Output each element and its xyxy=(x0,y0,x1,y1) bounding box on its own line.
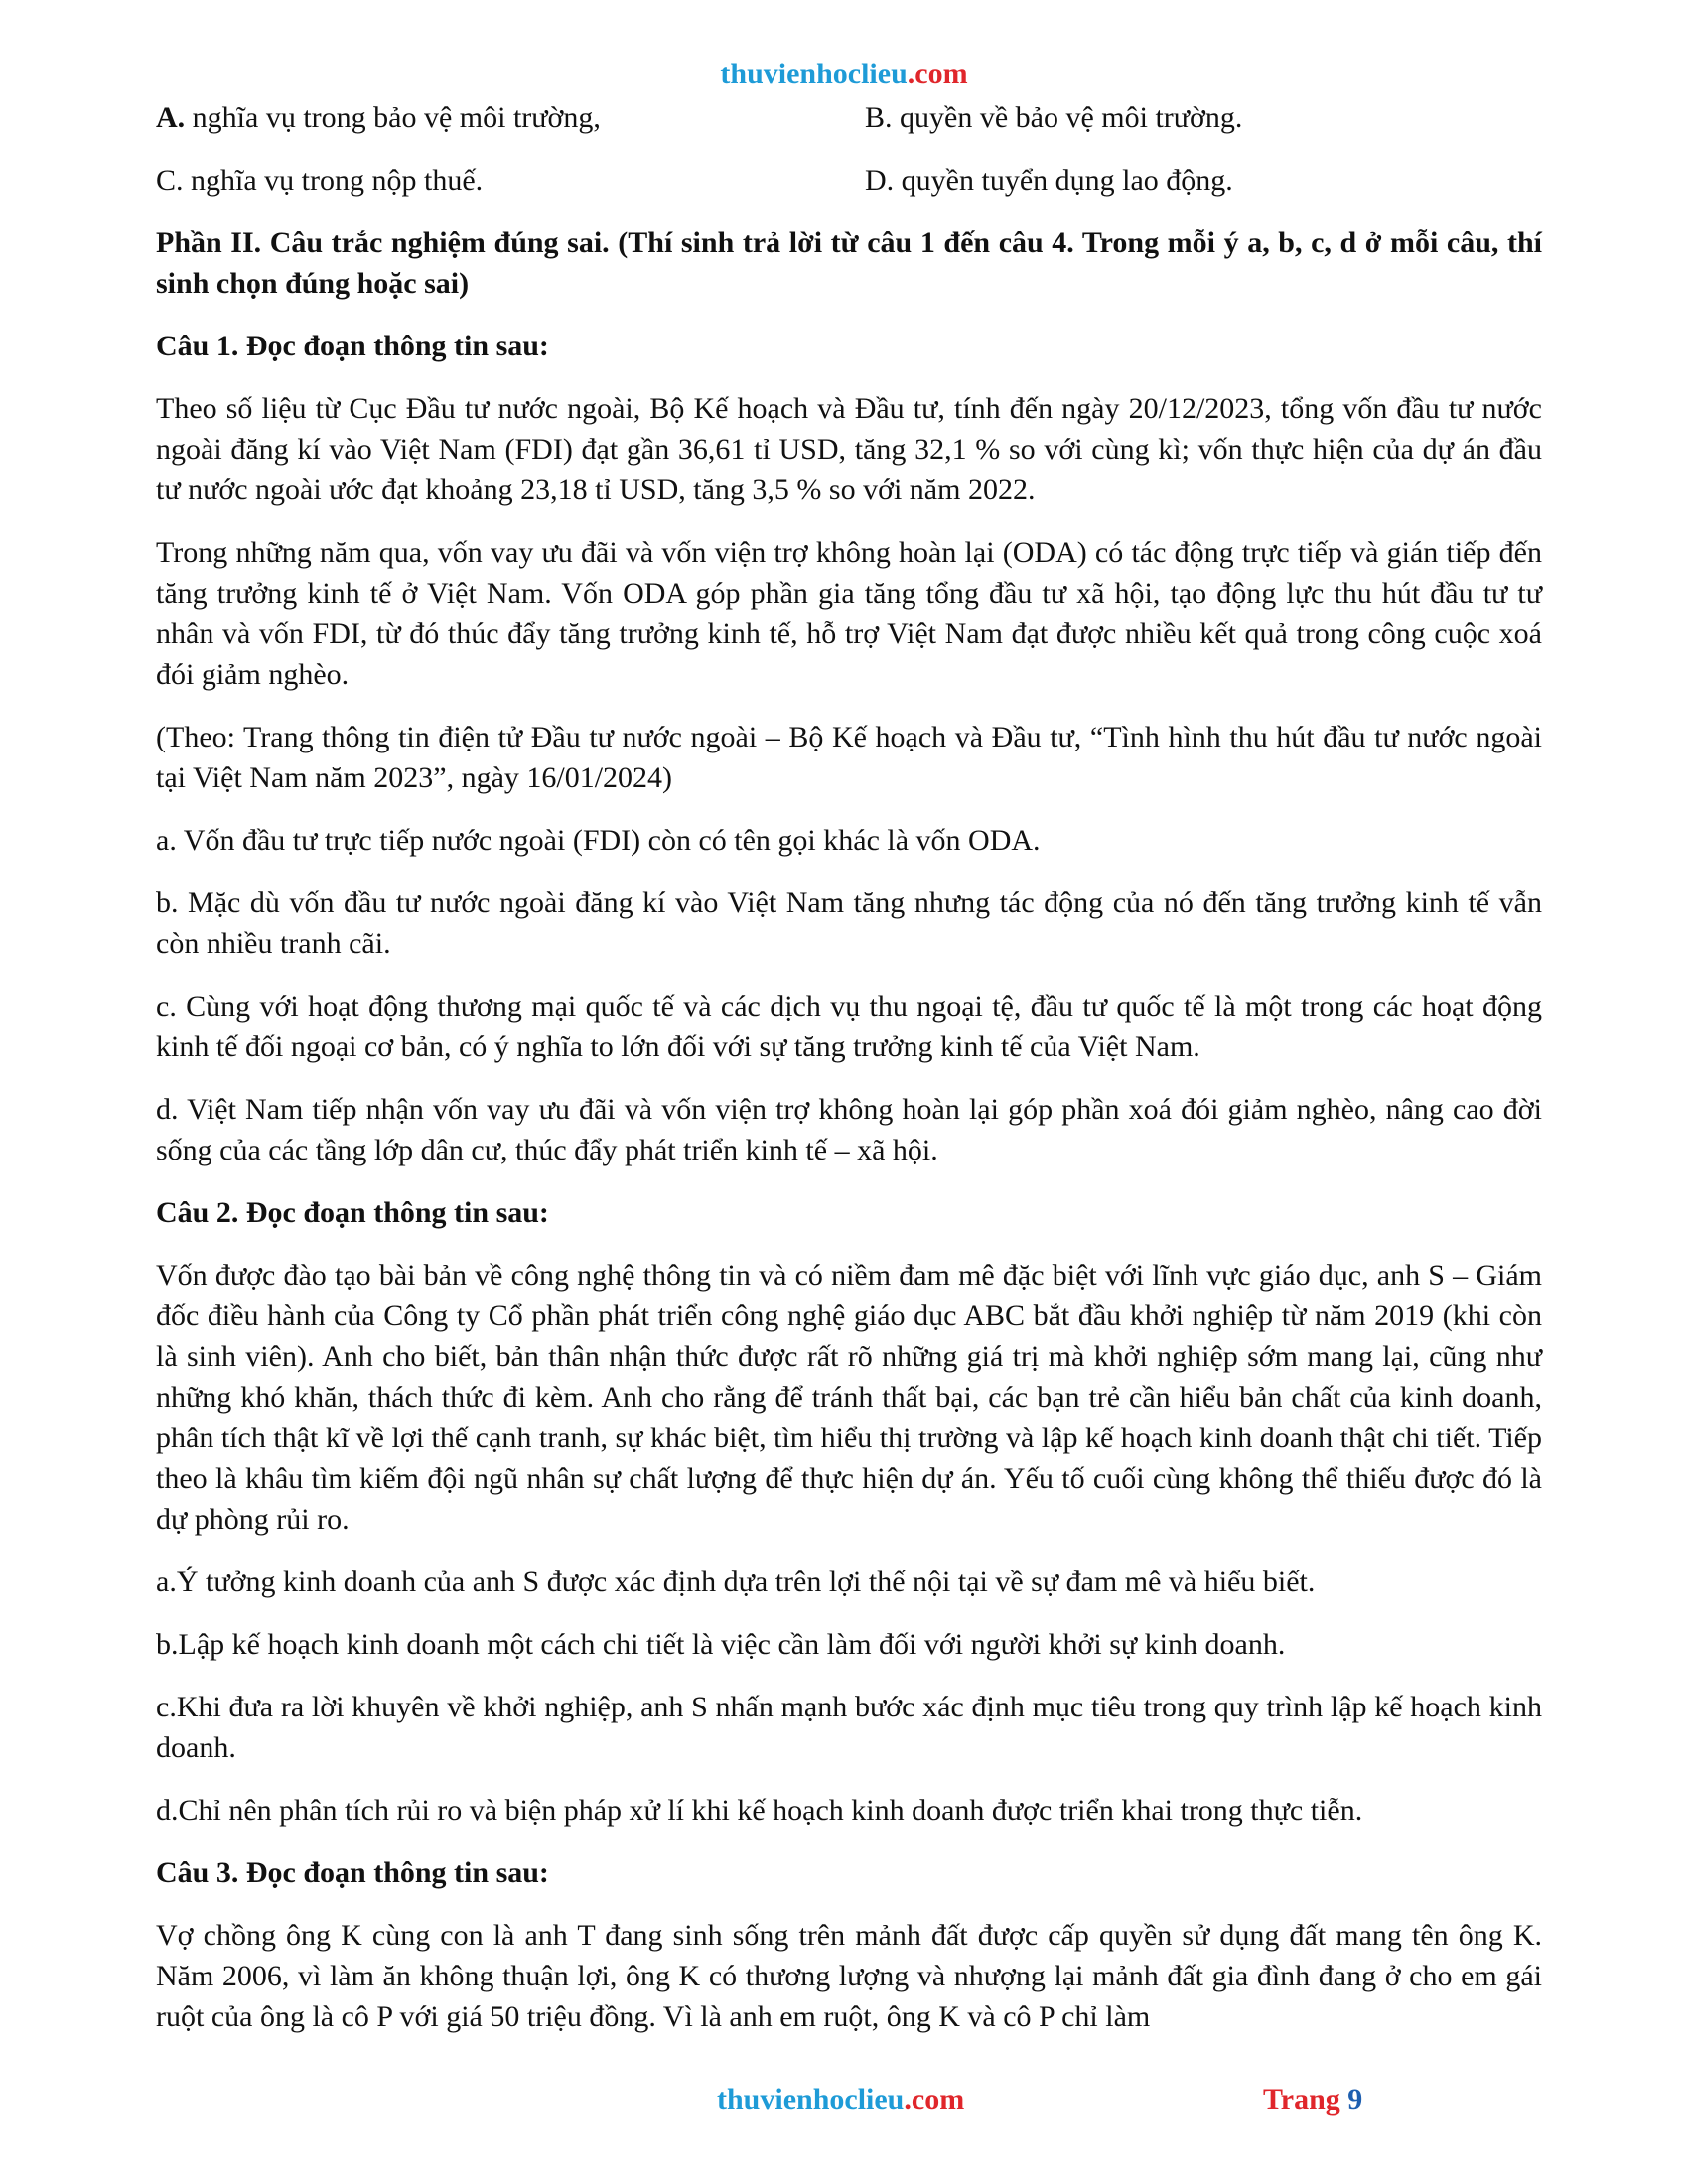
q2-statement-c: c.Khi đưa ra lời khuyên về khởi nghiệp, anh S nhấn mạnh bước xác định mục tiêu trong quy trình lập kế hoạch kinh doanh. xyxy=(156,1691,1542,1764)
option-a: A. nghĩa vụ trong bảo vệ môi trường, xyxy=(156,101,601,134)
q2-statement-a: a.Ý tưởng kinh doanh của anh S được xác định dựa trên lợi thế nội tại về sự đam mê và hiểu biết. xyxy=(156,1566,1316,1598)
q3-paragraph-1: Vợ chồng ông K cùng con là anh T đang sinh sống trên mảnh đất được cấp quyền sử dụng đất mang tên ông K. Năm 2006, vì làm ăn không thuận lợi, ông K có thương lượng và nhượng lại mảnh đất gia đình đang ở cho em gái ruột của ông là cô P với giá 50 triệu đồng. Vì là anh em ruột, ông K và cô P chỉ làm xyxy=(156,1919,1542,2033)
option-d: D. quyền tuyển dụng lao động. xyxy=(865,164,1233,197)
options-row-cd xyxy=(156,160,1542,201)
q2-heading: Câu 2. Đọc đoạn thông tin sau: xyxy=(156,1196,549,1229)
q1-statement-c: c. Cùng với hoạt động thương mại quốc tế và các dịch vụ thu ngoại tệ, đầu tư quốc tế là một trong các hoạt động kinh tế đối ngoại cơ bản, có ý nghĩa to lớn đối với sự tăng trưởng kinh tế của Việt Nam. xyxy=(156,990,1542,1063)
header-site-link[interactable]: thuvienhoclieu.com xyxy=(720,58,968,90)
footer-site-link[interactable]: thuvienhoclieu.com xyxy=(717,2083,965,2116)
option-b: B. quyền về bảo vệ môi trường. xyxy=(865,101,1243,134)
q1-paragraph-1: Theo số liệu từ Cục Đầu tư nước ngoài, Bộ Kế hoạch và Đầu tư, tính đến ngày 20/12/2023, tổng vốn đầu tư nước ngoài đăng kí vào Việt Nam (FDI) đạt gần 36,61 tỉ USD, tăng 32,1 % so với cùng kì; vốn thực hiện của dự án đầu tư nước ngoài ước đạt khoảng 23,18 tỉ USD, tăng 3,5 % so với năm 2022. xyxy=(156,392,1542,506)
q2-statement-d: d.Chỉ nên phân tích rủi ro và biện pháp xử lí khi kế hoạch kinh doanh được triển khai trong thực tiễn. xyxy=(156,1794,1363,1827)
page-header xyxy=(0,58,1688,91)
q1-paragraph-2: Trong những năm qua, vốn vay ưu đãi và vốn viện trợ không hoàn lại (ODA) có tác động trực tiếp và gián tiếp đến tăng trưởng kinh tế ở Việt Nam. Vốn ODA góp phần gia tăng tổng đầu tư xã hội, tạo động lực thu hút đầu tư tư nhân và vốn FDI, từ đó thúc đẩy tăng trưởng kinh tế, hỗ trợ Việt Nam đạt được nhiều kết quả trong công cuộc xoá đói giảm nghèo. xyxy=(156,536,1542,691)
q3-heading: Câu 3. Đọc đoạn thông tin sau: xyxy=(156,1856,549,1889)
part2-heading: Phần II. Câu trắc nghiệm đúng sai. (Thí sinh trả lời từ câu 1 đến câu 4. Trong mỗi ý a, b, c, d ở mỗi câu, thí sinh chọn đúng hoặc sai) xyxy=(156,226,1542,300)
options-row-ab xyxy=(156,97,1542,138)
q1-statement-d: d. Việt Nam tiếp nhận vốn vay ưu đãi và vốn viện trợ không hoàn lại góp phần xoá đói giảm nghèo, nâng cao đời sống của các tầng lớp dân cư, thúc đẩy phát triển kinh tế – xã hội. xyxy=(156,1093,1542,1166)
document-content xyxy=(156,97,1542,2059)
q1-statement-b: b. Mặc dù vốn đầu tư nước ngoài đăng kí vào Việt Nam tăng nhưng tác động của nó đến tăng trưởng kinh tế vẫn còn nhiều tranh cãi. xyxy=(156,887,1542,960)
page-number: Trang 9 xyxy=(1263,2083,1363,2116)
option-c: C. nghĩa vụ trong nộp thuế. xyxy=(156,164,484,197)
q2-statement-b: b.Lập kế hoạch kinh doanh một cách chi tiết là việc cần làm đối với người khởi sự kinh doanh. xyxy=(156,1628,1286,1661)
q1-heading: Câu 1. Đọc đoạn thông tin sau: xyxy=(156,330,549,362)
q1-source: (Theo: Trang thông tin điện tử Đầu tư nước ngoài – Bộ Kế hoạch và Đầu tư, “Tình hình thu hút đầu tư nước ngoài tại Việt Nam năm 2023”, ngày 16/01/2024) xyxy=(156,721,1542,794)
q2-paragraph-1: Vốn được đào tạo bài bản về công nghệ thông tin và có niềm đam mê đặc biệt với lĩnh vực giáo dục, anh S – Giám đốc điều hành của Công ty Cổ phần phát triển công nghệ giáo dục ABC bắt đầu khởi nghiệp từ năm 2019 (khi còn là sinh viên). Anh cho biết, bản thân nhận thức được rất rõ những giá trị mà khởi nghiệp sớm mang lại, cũng như những khó khăn, thách thức đi kèm. Anh cho rằng để tránh thất bại, các bạn trẻ cần hiểu bản chất của kinh doanh, phân tích thật kĩ về lợi thế cạnh tranh, sự khác biệt, tìm hiểu thị trường và lập kế hoạch kinh doanh thật chi tiết. Tiếp theo là khâu tìm kiếm đội ngũ nhân sự chất lượng để thực hiện dự án. Yếu tố cuối cùng không thể thiếu được đó là dự phòng rủi ro. xyxy=(156,1259,1542,1536)
q1-statement-a: a. Vốn đầu tư trực tiếp nước ngoài (FDI) còn có tên gọi khác là vốn ODA. xyxy=(156,824,1041,857)
